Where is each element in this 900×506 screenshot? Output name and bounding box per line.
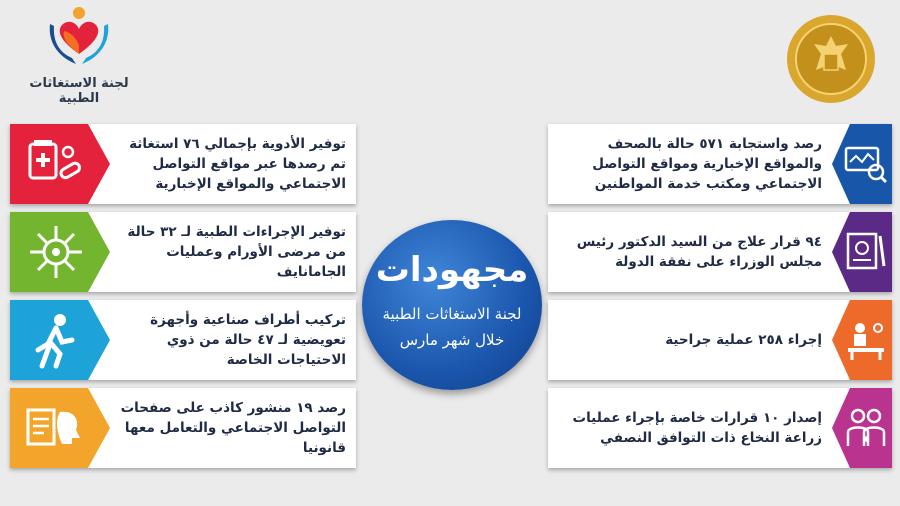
card-fake-posts <box>10 388 356 468</box>
center-subtitle: لجنة الاستغاثات الطبية <box>382 305 522 323</box>
card-badge <box>832 212 892 292</box>
card-badge <box>10 124 110 204</box>
card-badge <box>10 388 110 468</box>
surgery-icon <box>844 318 888 362</box>
medicine-icon <box>24 138 84 188</box>
card-oncology <box>10 212 356 292</box>
card-badge <box>832 300 892 380</box>
monitoring-icon <box>844 144 888 184</box>
prosthetic-walker-icon <box>26 310 86 370</box>
card-text: رصد ١٩ منشور كاذب على صفحات التواصل الاجتماعي والتعامل معها قانونيا <box>120 400 346 456</box>
card-badge <box>10 212 110 292</box>
card-medicine <box>10 124 356 204</box>
transplant-icon <box>844 406 888 450</box>
fake-post-icon <box>24 402 84 452</box>
card-text: توفير الأدوية بإجمالي ٧٦ استغاثة تم رصدها عبر مواقع التواصل الاجتماعي والمواقع الإخبارية <box>129 136 346 192</box>
card-badge <box>10 300 110 380</box>
card-text: رصد واستجابة ٥٧١ حالة بالصحف والمواقع الإخبارية ومواقع التواصل الاجتماعي ومكتب خدمة المواطنين <box>592 136 822 192</box>
center-period: خلال شهر مارس <box>399 331 505 349</box>
center-title-circle <box>362 220 542 390</box>
card-text: توفير الإجراءات الطبية لـ ٣٢ حالة من مرضى الأورام وعمليات الجامانايف <box>127 224 346 280</box>
logo-caption: لجنة الاستغاثات الطبية <box>29 76 129 106</box>
card-text: إجراء ٢٥٨ عملية جراحية <box>665 332 822 348</box>
card-text: إصدار ١٠ قرارات خاصة بإجراء عمليات زراعة النخاع ذات التوافق النصفي <box>572 410 822 446</box>
committee-logo <box>14 6 144 106</box>
virus-icon <box>26 222 86 282</box>
card-badge <box>832 124 892 204</box>
card-monitoring <box>548 124 892 204</box>
card-prosthetics <box>10 300 356 380</box>
card-treatment-decisions <box>548 212 892 292</box>
card-surgeries <box>548 300 892 380</box>
hands-heart-icon <box>42 6 116 68</box>
government-seal-icon <box>786 14 876 104</box>
card-text: ٩٤ قرار علاج من السيد الدكتور رئيس مجلس الوزراء على نفقة الدولة <box>576 234 822 270</box>
card-text: تركيب أطراف صناعية وأجهزة تعويضية لـ ٤٧ حالة من ذوي الاحتياجات الخاصة <box>150 312 346 368</box>
center-title: مجهودات <box>375 250 529 290</box>
card-badge <box>832 388 892 468</box>
card-transplants <box>548 388 892 468</box>
decision-document-icon <box>844 230 888 274</box>
